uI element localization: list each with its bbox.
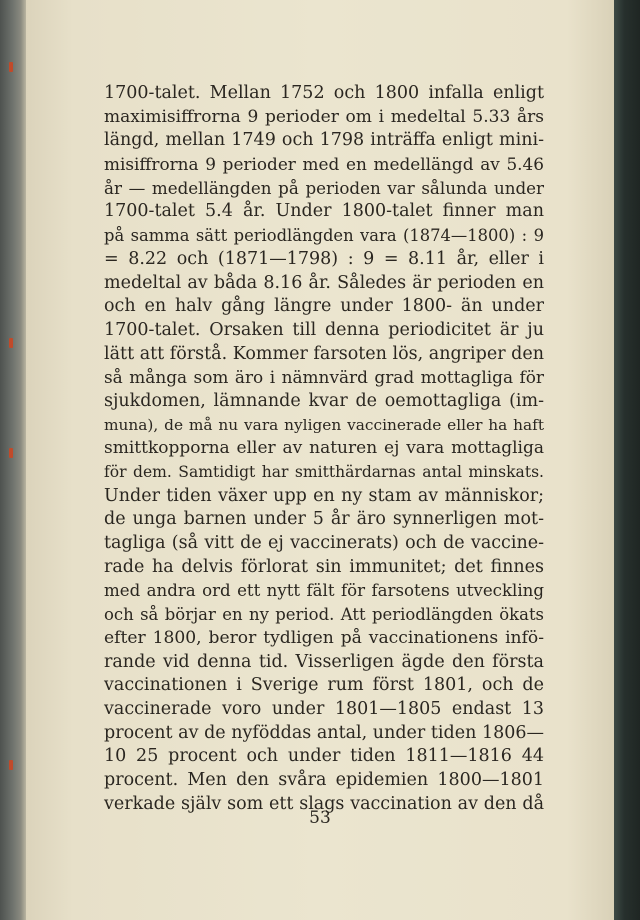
text-line: vaccinerade voro under 1801—1805 endast 13: [104, 698, 544, 719]
spine-mark: [9, 760, 13, 770]
text-line: sjukdomen, lämnande kvar de oemottagliga (im-: [104, 390, 544, 411]
text-line: medeltal av båda 8.16 år. Således är perioden en: [104, 272, 544, 293]
text-line: muna), de må nu vara nyligen vaccinerade eller ha haft: [104, 415, 544, 434]
text-line: 1700-talet 5.4 år. Under 1800-talet finner man: [104, 201, 544, 222]
text-line: procent av de nyföddas antal, under tiden 1806—: [104, 722, 544, 743]
text-line: och så börjar en ny period. Att periodlängden ökats: [104, 605, 544, 625]
text-line: smittkopporna eller av naturen ej vara mottagliga: [104, 438, 544, 459]
text-line: maximisiffrorna 9 perioder om i medeltal 5.33 års: [104, 106, 544, 127]
spine-mark: [9, 62, 13, 72]
text-line: rade ha delvis förlorat sin immunitet; det finnes: [104, 556, 544, 577]
text-line: med andra ord ett nytt fält för farsotens utveckling: [104, 581, 544, 601]
left-page-edge: [0, 0, 26, 920]
text-line: vaccinationen i Sverige rum först 1801, och de: [104, 675, 544, 696]
text-line: på samma sätt periodlängden vara (1874—1800) : 9: [104, 226, 544, 246]
page-number: 53: [309, 808, 331, 828]
text-line: tagliga (så vitt de ej vaccinerats) och de vaccine-: [104, 533, 544, 554]
text-line: misiffrorna 9 perioder med en medellängd av 5.46: [104, 154, 544, 175]
text-line: 1700-talet. Mellan 1752 och 1800 infalla enligt: [104, 83, 544, 103]
text-line: för dem. Samtidigt har smitthärdarnas antal minskats.: [104, 463, 544, 481]
text-line: verkade själv som ett slags vaccination av den då: [104, 793, 544, 814]
text-line: 1700-talet. Orsaken till denna periodicitet är ju: [104, 319, 544, 340]
spine-mark: [9, 338, 13, 348]
text-line: rande vid denna tid. Visserligen ägde den första: [104, 651, 544, 672]
text-line: procent. Men den svåra epidemien 1800—1801: [104, 769, 544, 790]
body-text: [104, 82, 544, 816]
text-line: så många som äro i nämnvärd grad mottagliga för: [104, 367, 544, 388]
text-line: och en halv gång längre under 1800- än under: [104, 296, 544, 317]
spine-mark: [9, 448, 13, 458]
text-line: lätt att förstå. Kommer farsoten lös, angriper den: [104, 343, 544, 364]
text-line: efter 1800, beror tydligen på vaccinationens infö-: [104, 627, 544, 648]
text-line: de unga barnen under 5 år äro synnerligen mot-: [104, 509, 544, 530]
book-page: [26, 0, 614, 920]
book-cover-edge: [614, 0, 640, 920]
text-line: längd, mellan 1749 och 1798 inträffa enligt mini-: [104, 130, 544, 151]
text-line: Under tiden växer upp en ny stam av människor;: [104, 485, 544, 506]
text-line: = 8.22 och (1871—1798) : 9 = 8.11 år, eller i: [104, 248, 544, 269]
text-line: 10 25 procent och under tiden 1811—1816 44: [104, 746, 544, 767]
text-line: år — medellängden på perioden var sålunda under: [104, 177, 544, 198]
